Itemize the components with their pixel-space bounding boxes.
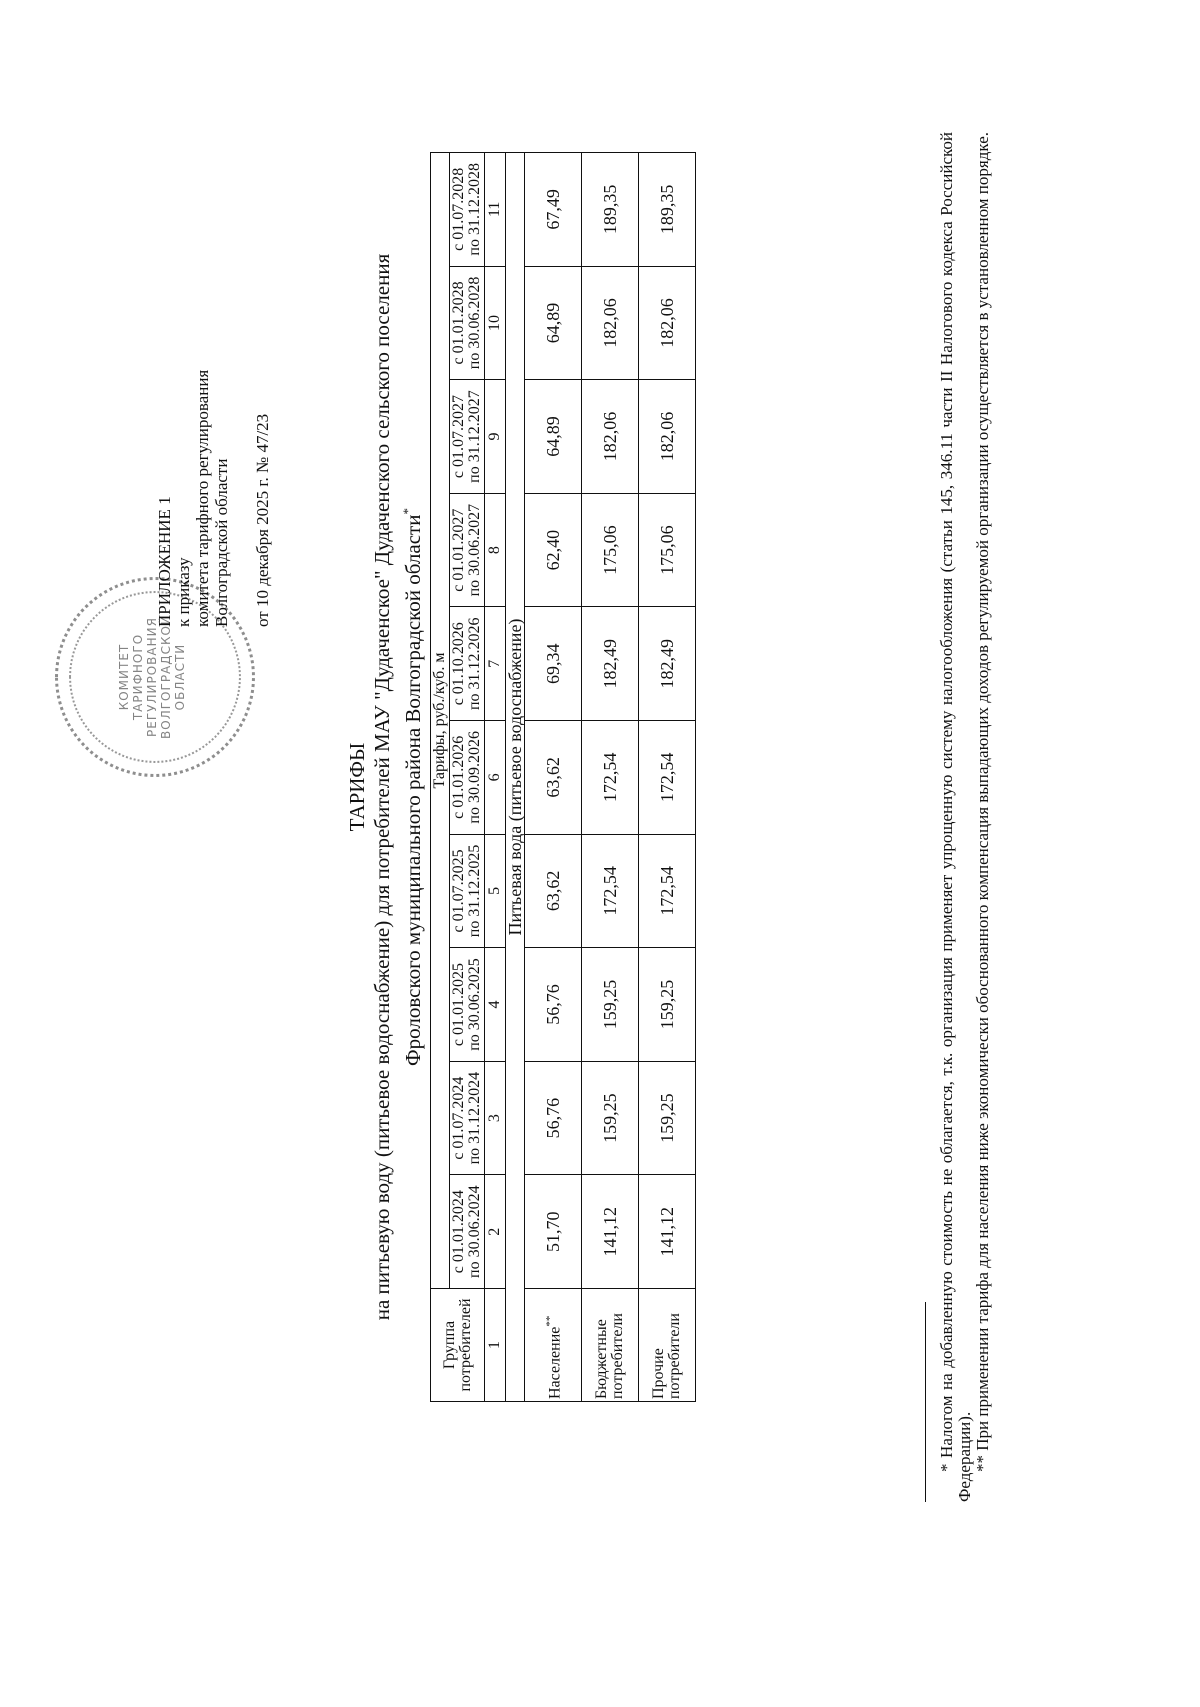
period-header: с 01.07.2027 по 31.12.2027 bbox=[450, 380, 485, 494]
tariff-value: 182,06 bbox=[582, 266, 639, 380]
table-row bbox=[639, 153, 696, 1402]
column-number: 10 bbox=[485, 266, 506, 380]
column-number: 3 bbox=[485, 1061, 506, 1175]
footnotes bbox=[925, 132, 992, 1502]
tariff-value: 62,40 bbox=[525, 493, 582, 607]
consumer-group: Прочие потребители bbox=[639, 1289, 696, 1402]
tariff-value: 63,62 bbox=[525, 721, 582, 835]
footnote-mark: ** bbox=[544, 1315, 557, 1327]
tariffs-table bbox=[430, 152, 696, 1402]
column-number: 9 bbox=[485, 380, 506, 494]
tariff-value: 159,25 bbox=[639, 1061, 696, 1175]
group-header: Группа потребителей bbox=[431, 1289, 485, 1402]
title-heading: ТАРИФЫ bbox=[345, 742, 369, 832]
tariff-value: 159,25 bbox=[582, 1061, 639, 1175]
tariff-value: 175,06 bbox=[639, 493, 696, 607]
tariff-value: 182,06 bbox=[639, 266, 696, 380]
title-line-1: на питьевую воду (питьевое водоснабжение) для потребителей МАУ "Дудаченское" Дудаченского сельского поселения bbox=[370, 253, 394, 1321]
period-header: с 01.10.2026 по 31.12.2026 bbox=[450, 607, 485, 721]
appendix-block bbox=[155, 87, 272, 627]
tariff-value: 182,49 bbox=[582, 607, 639, 721]
tariff-value: 69,34 bbox=[525, 607, 582, 721]
tariff-value: 56,76 bbox=[525, 1061, 582, 1175]
table-row bbox=[525, 153, 582, 1402]
footnote-2: ** При применении тарифа для населения ниже экономически обоснованного компенсация выпадающих доходов регулируемой организации осуществляется в установленном порядке. bbox=[973, 132, 992, 1472]
period-header-row bbox=[450, 153, 485, 1402]
tariff-value: 172,54 bbox=[582, 834, 639, 948]
appendix-line: комитета тарифного регулирования bbox=[193, 369, 212, 627]
tariff-value: 172,54 bbox=[639, 721, 696, 835]
tariff-value: 67,49 bbox=[525, 153, 582, 267]
section-header: Питьевая вода (питьевое водоснабжение) bbox=[506, 153, 525, 1402]
footnote-mark: * bbox=[400, 508, 415, 515]
tariff-value: 182,06 bbox=[582, 380, 639, 494]
column-number: 5 bbox=[485, 834, 506, 948]
stamp-inner-text: КОМИТЕТ ТАРИФНОГО РЕГУЛИРОВАНИЯ ВОЛГОГРАДСКОЙ ОБЛАСТИ bbox=[117, 615, 187, 739]
consumer-group: Население** bbox=[525, 1289, 582, 1402]
footnote-separator bbox=[925, 1302, 926, 1502]
tariffs-header: Тарифы, руб./куб. м bbox=[431, 153, 450, 1289]
tariffs-body bbox=[525, 153, 696, 1402]
tariff-value: 189,35 bbox=[639, 153, 696, 267]
tariff-value: 51,70 bbox=[525, 1175, 582, 1289]
tariff-value: 141,12 bbox=[639, 1175, 696, 1289]
period-header: с 01.01.2028 по 30.06.2028 bbox=[450, 266, 485, 380]
column-number: 2 bbox=[485, 1175, 506, 1289]
column-number-row bbox=[485, 153, 506, 1402]
tariff-value: 56,76 bbox=[525, 948, 582, 1062]
table-row bbox=[582, 153, 639, 1402]
column-number: 6 bbox=[485, 721, 506, 835]
column-number: 1 bbox=[485, 1289, 506, 1402]
tariff-value: 172,54 bbox=[582, 721, 639, 835]
period-header: с 01.07.2025 по 31.12.2025 bbox=[450, 834, 485, 948]
period-header: с 01.01.2027 по 30.06.2027 bbox=[450, 493, 485, 607]
tariff-value: 175,06 bbox=[582, 493, 639, 607]
period-header: с 01.07.2028 по 31.12.2028 bbox=[450, 153, 485, 267]
tariff-value: 182,06 bbox=[639, 380, 696, 494]
tariff-value: 63,62 bbox=[525, 834, 582, 948]
appendix-title: ПРИЛОЖЕНИЕ 1 bbox=[155, 496, 174, 627]
tariff-value: 64,89 bbox=[525, 380, 582, 494]
column-number: 4 bbox=[485, 948, 506, 1062]
period-header: с 01.01.2024 по 30.06.2024 bbox=[450, 1175, 485, 1289]
title-line-2: Фроловского муниципального района Волгоградской области* bbox=[400, 508, 425, 1066]
document-title bbox=[345, 197, 426, 1377]
column-number: 7 bbox=[485, 607, 506, 721]
tariff-value: 159,25 bbox=[639, 948, 696, 1062]
column-number: 11 bbox=[485, 153, 506, 267]
appendix-date: от 10 декабря 2025 г. № 47/23 bbox=[253, 413, 272, 627]
column-number: 8 bbox=[485, 493, 506, 607]
tariff-value: 172,54 bbox=[639, 834, 696, 948]
appendix-line: Волгоградской области bbox=[212, 458, 231, 627]
period-header: с 01.01.2026 по 30.09.2026 bbox=[450, 721, 485, 835]
period-header: с 01.07.2024 по 31.12.2024 bbox=[450, 1061, 485, 1175]
tariff-value: 159,25 bbox=[582, 948, 639, 1062]
appendix-line: к приказу bbox=[174, 557, 193, 627]
tariff-value: 182,49 bbox=[639, 607, 696, 721]
period-header: с 01.01.2025 по 30.06.2025 bbox=[450, 948, 485, 1062]
tariff-value: 189,35 bbox=[582, 153, 639, 267]
tariff-value: 141,12 bbox=[582, 1175, 639, 1289]
footnote-1: * Налогом на добавленную стоимость не облагается, т.к. организация применяет упрощенную систему налогообложения (статьи 145, 346.11 части II Налогового кодекса Российской Федерации). bbox=[937, 132, 974, 1502]
tariff-value: 64,89 bbox=[525, 266, 582, 380]
consumer-group: Бюджетные потребители bbox=[582, 1289, 639, 1402]
